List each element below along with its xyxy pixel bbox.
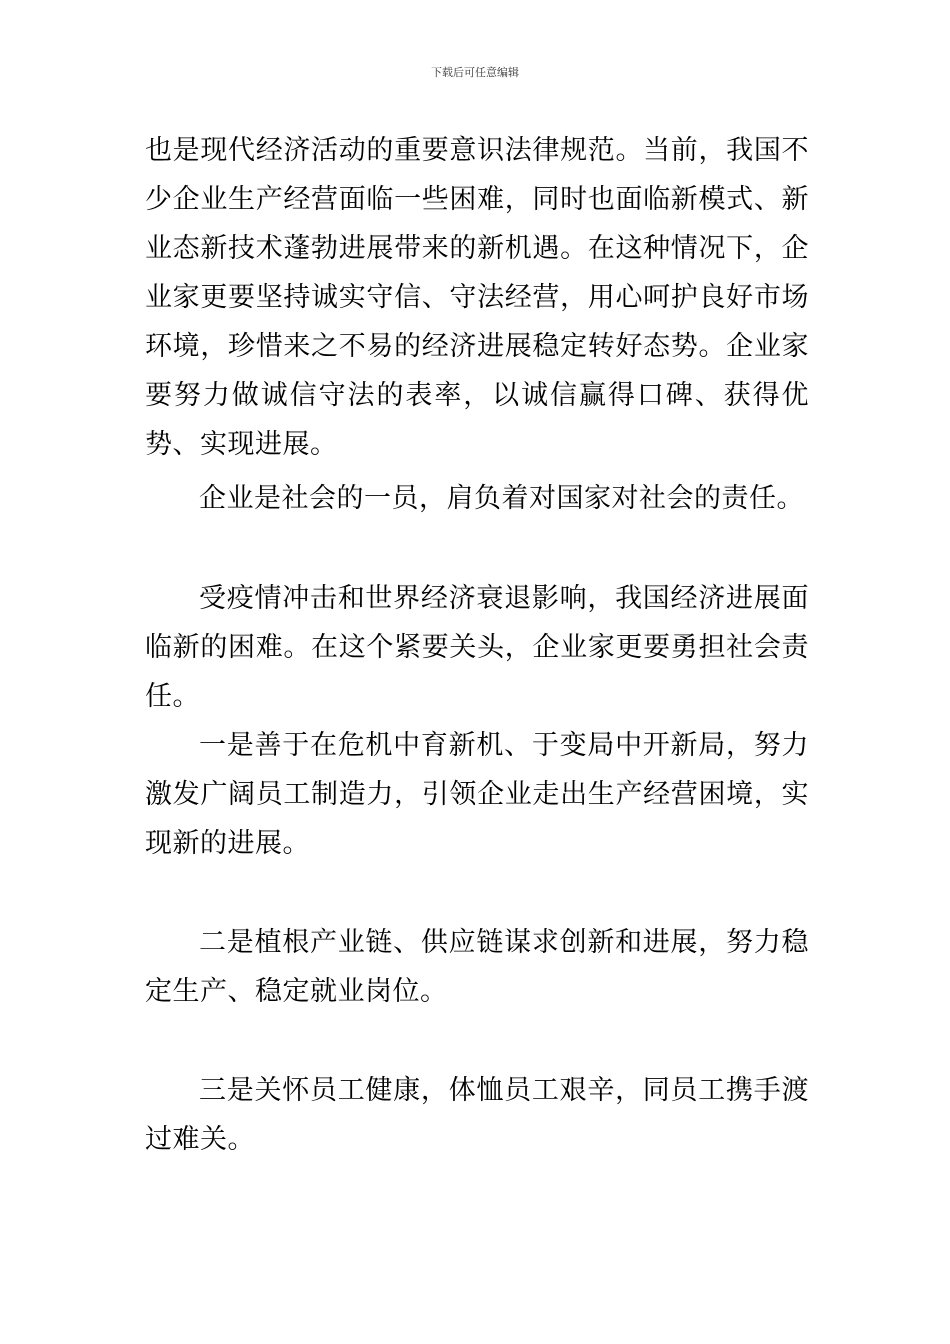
paragraph-responsibility: 企业是社会的一员，肩负着对国家对社会的责任。 (199, 483, 804, 514)
paragraph-point-two: 二是植根产业链、供应链谋求创新和进展，努力稳定生产、稳定就业岗位。 (145, 927, 809, 1007)
paragraph-point-one: 一是善于在危机中育新机、于变局中开新局，努力激发广阔员工制造力，引领企业走出生产经营困境，实现新的进展。 (145, 730, 809, 859)
paragraph-continuation: 也是现代经济活动的重要意识法律规范。当前，我国不少企业生产经营面临一些困难，同时也面临新模式、新业态新技术蓬勃进展带来的新机遇。在这种情况下，企业家更要坚持诚实守信、守法经营，用心呵护良好市场环境，珍惜来之不易的经济进展稳定转好态势。企业家要努力做诚信守法的表率，以诚信赢得口碑、获得优势、实现进展。 (145, 135, 809, 460)
paragraph-point-three: 三是关怀员工健康，体恤员工艰辛，同员工携手渡过难关。 (145, 1075, 809, 1155)
paragraph-epidemic-impact: 受疫情冲击和世界经济衰退影响，我国经济进展面临新的困难。在这个紧要关头，企业家更要勇担社会责任。 (145, 583, 809, 712)
page-header: 下载后可任意编辑 (431, 66, 519, 79)
